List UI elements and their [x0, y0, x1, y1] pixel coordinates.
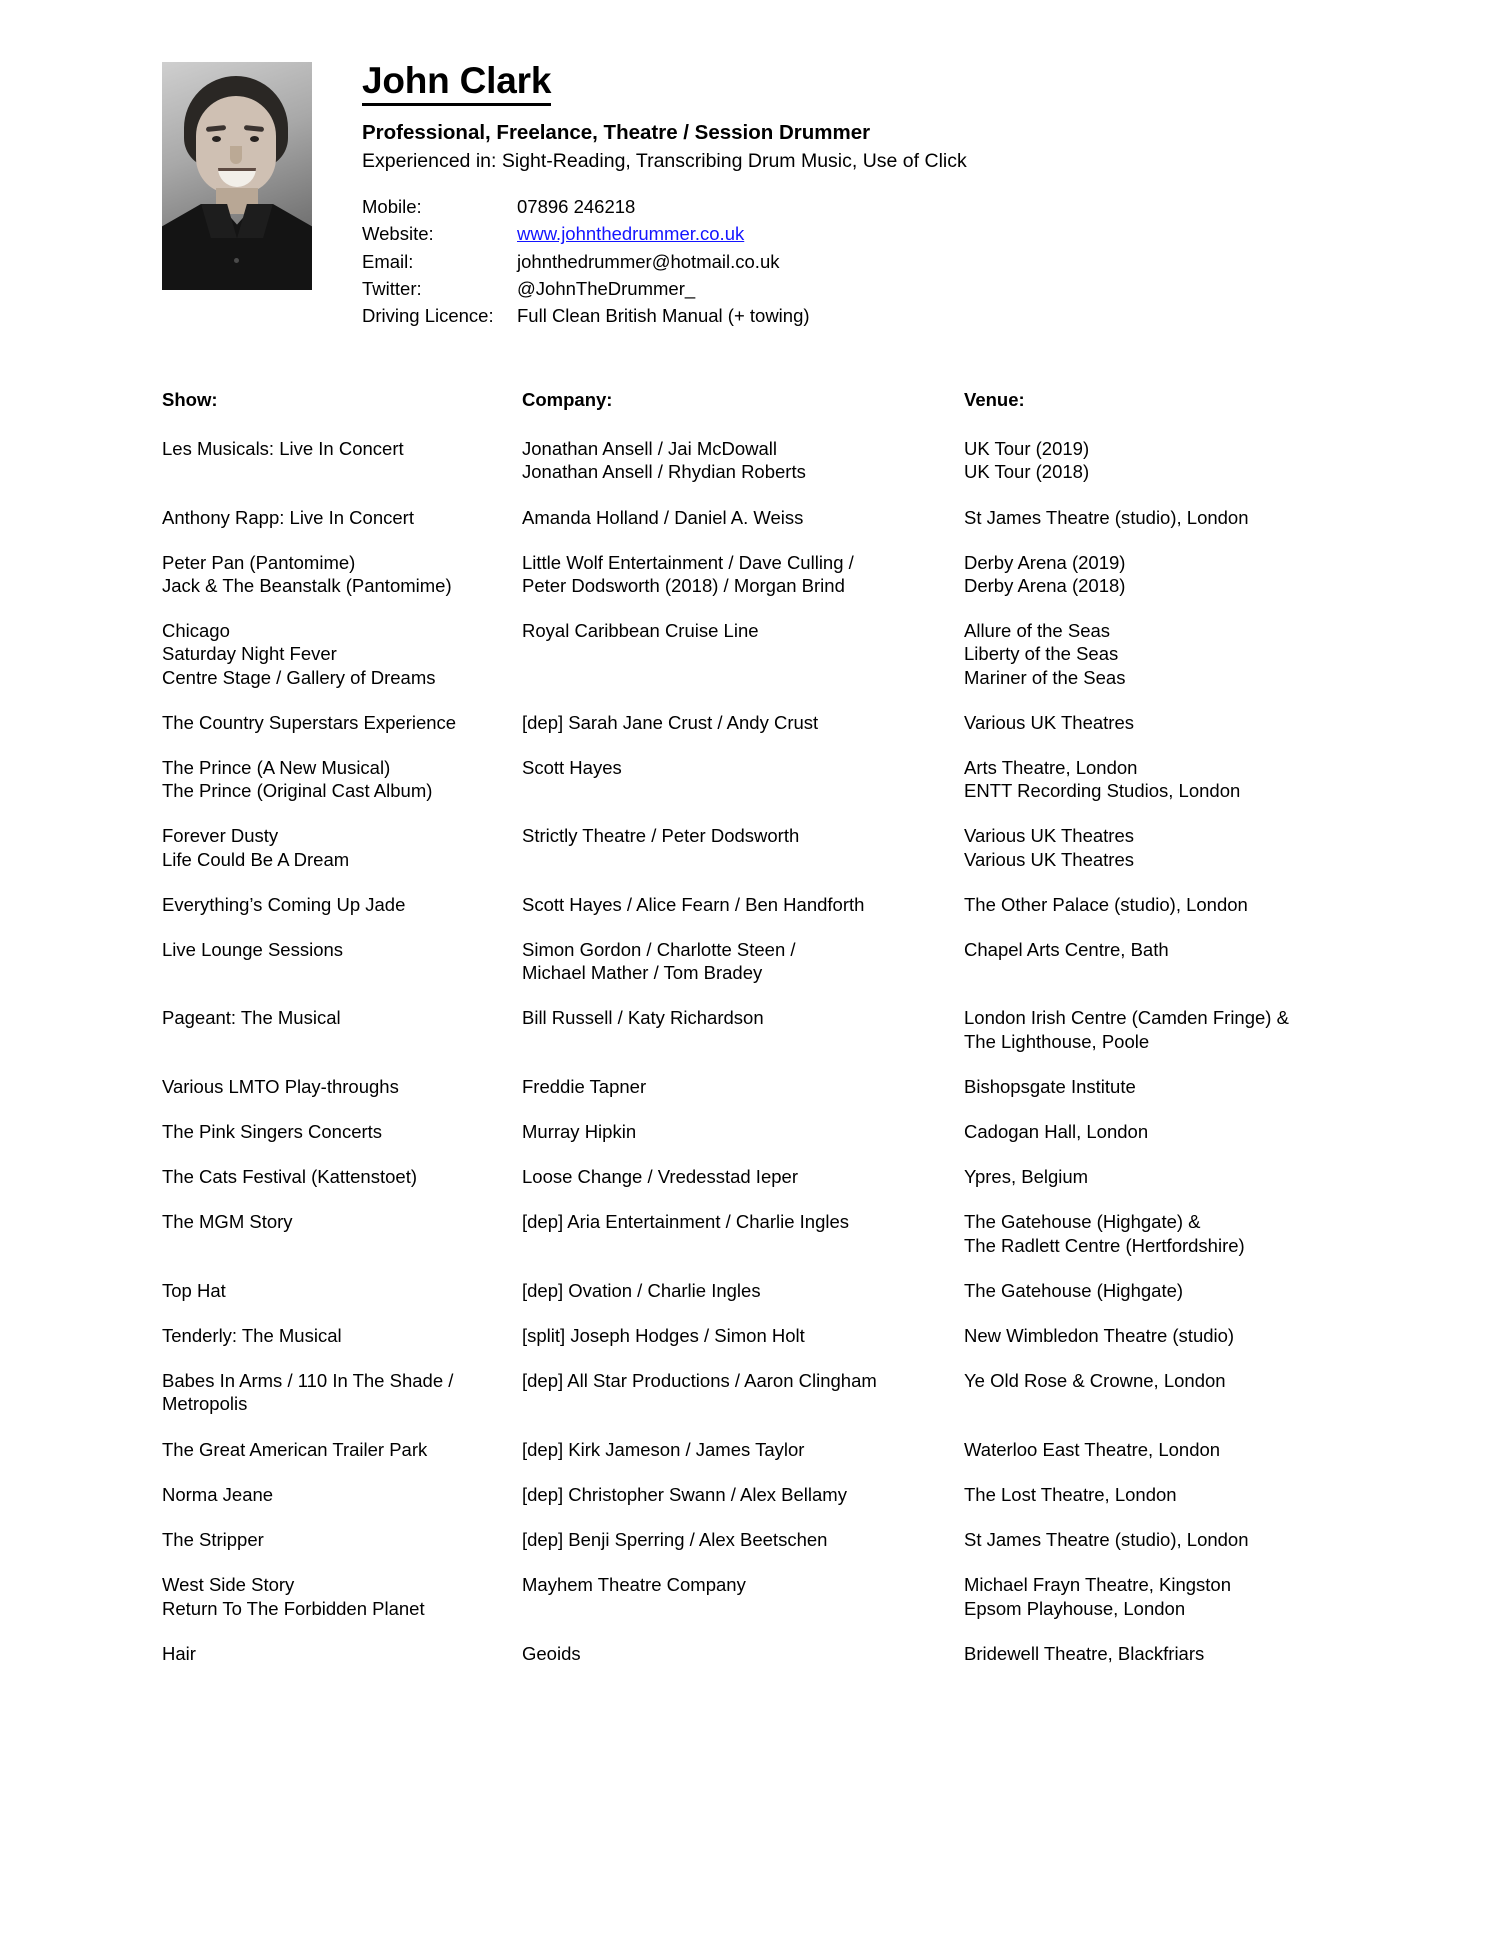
cell-show: [162, 1006, 522, 1052]
cell-line: Chapel Arts Centre, Bath: [964, 939, 1169, 961]
cell-line: Live Lounge Sessions: [162, 939, 344, 961]
contact-label-website: Website:: [362, 223, 434, 245]
cell-line: Life Could Be A Dream: [162, 848, 350, 870]
cell-company: [522, 1573, 964, 1619]
cell-line: The Great American Trailer Park: [162, 1438, 428, 1460]
cell-line: London Irish Centre (Camden Fringe) &: [964, 1007, 1289, 1029]
cell-line: Strictly Theatre / Peter Dodsworth: [522, 825, 800, 847]
cell-show: [162, 1210, 522, 1256]
cell-line: Centre Stage / Gallery of Dreams: [162, 666, 436, 688]
cell-line: [162, 961, 512, 984]
cell-line: Chicago: [162, 620, 230, 642]
cell-line: [964, 961, 1352, 984]
cell-line: Bridewell Theatre, Blackfriars: [964, 1642, 1205, 1664]
cell-show: [162, 824, 522, 870]
cell-venue: [964, 1528, 1352, 1551]
cell-line: Anthony Rapp: Live In Concert: [162, 506, 414, 528]
cell-line: Mariner of the Seas: [964, 666, 1126, 688]
contact-label-mobile: Mobile:: [362, 195, 422, 217]
table-row: [162, 506, 1352, 529]
cell-company: [522, 551, 964, 597]
cell-venue: [964, 1642, 1352, 1665]
cell-line: Forever Dusty: [162, 825, 279, 847]
cell-venue: [964, 506, 1352, 529]
cell-line: Top Hat: [162, 1279, 226, 1301]
table-row: [162, 1528, 1352, 1551]
cell-line: [dep] Kirk Jameson / James Taylor: [522, 1438, 805, 1460]
contact-row-email: [362, 248, 1342, 275]
photo-wrapper: [162, 62, 312, 290]
table-row: [162, 1210, 1352, 1256]
contact-value-twitter: @JohnTheDrummer_: [517, 277, 696, 299]
cell-company: [522, 1006, 964, 1052]
cell-venue: [964, 619, 1352, 689]
cell-show: [162, 893, 522, 916]
cell-line: [522, 642, 954, 665]
cell-line: Ye Old Rose & Crowne, London: [964, 1370, 1226, 1392]
cell-line: Loose Change / Vredesstad Ieper: [522, 1166, 798, 1188]
cell-company: [522, 1642, 964, 1665]
cell-company: [522, 506, 964, 529]
table-row: [162, 1075, 1352, 1098]
cell-venue: [964, 824, 1352, 870]
cell-line: Ypres, Belgium: [964, 1166, 1089, 1188]
cell-venue: [964, 1165, 1352, 1188]
cell-company: [522, 1120, 964, 1143]
cell-line: ENTT Recording Studios, London: [964, 780, 1241, 802]
table-row: [162, 1438, 1352, 1461]
cell-company: [522, 437, 964, 483]
cell-line: Norma Jeane: [162, 1483, 274, 1505]
cell-line: [split] Joseph Hodges / Simon Holt: [522, 1325, 805, 1347]
cell-line: Hair: [162, 1642, 196, 1664]
table-row: [162, 824, 1352, 870]
table-row: [162, 1006, 1352, 1052]
cell-line: [522, 666, 954, 689]
contact-label-email: Email:: [362, 250, 414, 272]
cell-line: Amanda Holland / Daniel A. Weiss: [522, 506, 804, 528]
contact-label-driving-licence: Driving Licence:: [362, 305, 494, 327]
cell-line: [dep] Christopher Swann / Alex Bellamy: [522, 1483, 847, 1505]
cell-show: [162, 506, 522, 529]
contact-row-twitter: [362, 275, 1342, 302]
cell-line: The Gatehouse (Highgate): [964, 1279, 1184, 1301]
cell-company: [522, 1165, 964, 1188]
table-row: [162, 938, 1352, 984]
cell-venue: [964, 1438, 1352, 1461]
table-row: [162, 1483, 1352, 1506]
page-title: John Clark: [362, 62, 551, 106]
cell-venue: [964, 711, 1352, 734]
cell-line: Scott Hayes / Alice Fearn / Ben Handforth: [522, 893, 865, 915]
cell-venue: [964, 1483, 1352, 1506]
cell-line: Return To The Forbidden Planet: [162, 1597, 425, 1619]
table-row: [162, 619, 1352, 689]
cell-line: [522, 1392, 954, 1415]
cell-line: Cadogan Hall, London: [964, 1121, 1149, 1143]
cell-line: [dep] Aria Entertainment / Charlie Ingles: [522, 1211, 850, 1233]
cell-line: Saturday Night Fever: [162, 643, 337, 665]
cell-line: The Lost Theatre, London: [964, 1483, 1177, 1505]
cell-line: [dep] Benji Sperring / Alex Beetschen: [522, 1529, 828, 1551]
cell-line: Bill Russell / Katy Richardson: [522, 1007, 764, 1029]
cell-line: Liberty of the Seas: [964, 643, 1119, 665]
website-link[interactable]: www.johnthedrummer.co.uk: [517, 223, 745, 245]
cell-company: [522, 1279, 964, 1302]
cell-show: [162, 437, 522, 483]
cell-line: Geoids: [522, 1642, 581, 1664]
cell-show: [162, 1573, 522, 1619]
cell-venue: [964, 756, 1352, 802]
cell-show: [162, 1438, 522, 1461]
cell-line: New Wimbledon Theatre (studio): [964, 1325, 1235, 1347]
cell-line: Freddie Tapner: [522, 1075, 647, 1097]
table-row: [162, 893, 1352, 916]
portrait-photo: [162, 62, 312, 290]
cell-venue: [964, 551, 1352, 597]
credits-table-header: [162, 388, 1352, 411]
cell-company: [522, 1483, 964, 1506]
credits-table-body: [162, 437, 1352, 1665]
cell-line: UK Tour (2019): [964, 438, 1090, 460]
cell-line: Mayhem Theatre Company: [522, 1574, 746, 1596]
cell-line: The Prince (Original Cast Album): [162, 780, 433, 802]
cell-line: [964, 1392, 1352, 1415]
cell-line: Royal Caribbean Cruise Line: [522, 620, 759, 642]
cell-show: [162, 1483, 522, 1506]
cell-line: Simon Gordon / Charlotte Steen /: [522, 939, 796, 961]
contact-row-mobile: [362, 193, 1342, 220]
cell-line: Arts Theatre, London: [964, 757, 1138, 779]
cell-line: [dep] Sarah Jane Crust / Andy Crust: [522, 711, 819, 733]
cell-company: [522, 1210, 964, 1256]
cell-company: [522, 1438, 964, 1461]
column-header-show: Show:: [162, 389, 218, 410]
cell-line: Various UK Theatres: [964, 848, 1135, 870]
cell-line: The MGM Story: [162, 1211, 293, 1233]
cell-show: [162, 1324, 522, 1347]
cell-line: [162, 1030, 512, 1053]
cell-line: Pageant: The Musical: [162, 1007, 341, 1029]
cell-line: Derby Arena (2019): [964, 551, 1126, 573]
cell-company: [522, 711, 964, 734]
cell-company: [522, 1369, 964, 1415]
cell-line: The Other Palace (studio), London: [964, 893, 1248, 915]
cell-line: Metropolis: [162, 1393, 248, 1415]
table-row: [162, 1573, 1352, 1619]
cell-line: The Stripper: [162, 1529, 264, 1551]
header-text-block: [312, 62, 1342, 330]
cell-show: [162, 551, 522, 597]
contact-row-driving-licence: [362, 302, 1342, 329]
cell-line: [522, 1030, 954, 1053]
column-header-company: Company:: [522, 389, 613, 410]
cell-line: [522, 848, 954, 871]
contact-value-email: johnthedrummer@hotmail.co.uk: [517, 250, 780, 272]
cell-line: [522, 1597, 954, 1620]
cell-line: Peter Dodsworth (2018) / Morgan Brind: [522, 575, 845, 597]
table-row: [162, 1165, 1352, 1188]
cell-line: Little Wolf Entertainment / Dave Culling /: [522, 551, 854, 573]
cell-show: [162, 1075, 522, 1098]
table-row: [162, 1324, 1352, 1347]
cell-line: Everything’s Coming Up Jade: [162, 893, 406, 915]
cell-line: [162, 460, 512, 483]
tagline: Professional, Freelance, Theatre / Session Drummer: [362, 120, 871, 144]
table-row: [162, 756, 1352, 802]
cell-show: [162, 1369, 522, 1415]
table-row: [162, 437, 1352, 483]
cell-venue: [964, 1120, 1352, 1143]
cell-show: [162, 938, 522, 984]
cell-line: The Cats Festival (Kattenstoet): [162, 1166, 417, 1188]
cell-line: The Gatehouse (Highgate) &: [964, 1211, 1201, 1233]
cell-company: [522, 824, 964, 870]
resume-header: [162, 62, 1342, 330]
cell-venue: [964, 437, 1352, 483]
table-row: [162, 711, 1352, 734]
cell-line: Epsom Playhouse, London: [964, 1597, 1186, 1619]
cell-line: [522, 1234, 954, 1257]
subtagline: Experienced in: Sight-Reading, Transcribing Drum Music, Use of Click: [362, 150, 967, 173]
contact-value-driving-licence: Full Clean British Manual (+ towing): [517, 305, 810, 327]
cell-line: Jonathan Ansell / Jai McDowall: [522, 438, 778, 460]
cell-line: Jack & The Beanstalk (Pantomime): [162, 575, 452, 597]
cell-show: [162, 1279, 522, 1302]
cell-line: Michael Frayn Theatre, Kingston: [964, 1574, 1232, 1596]
cell-line: St James Theatre (studio), London: [964, 1529, 1249, 1551]
cell-venue: [964, 1279, 1352, 1302]
cell-venue: [964, 1573, 1352, 1619]
cell-line: Bishopsgate Institute: [964, 1075, 1136, 1097]
cell-show: [162, 756, 522, 802]
table-row: [162, 1279, 1352, 1302]
cell-line: [162, 1234, 512, 1257]
cell-line: Scott Hayes: [522, 757, 622, 779]
cell-venue: [964, 1324, 1352, 1347]
table-row: [162, 551, 1352, 597]
cell-line: Les Musicals: Live In Concert: [162, 438, 404, 460]
table-row: [162, 1369, 1352, 1415]
cell-venue: [964, 1369, 1352, 1415]
cell-line: The Prince (A New Musical): [162, 757, 391, 779]
cell-company: [522, 893, 964, 916]
cell-company: [522, 756, 964, 802]
table-row: [162, 1642, 1352, 1665]
cell-line: Peter Pan (Pantomime): [162, 551, 356, 573]
cell-line: Babes In Arms / 110 In The Shade /: [162, 1370, 454, 1392]
credits-table: [162, 388, 1352, 1687]
cell-venue: [964, 1006, 1352, 1052]
cell-line: The Pink Singers Concerts: [162, 1121, 383, 1143]
cell-company: [522, 619, 964, 689]
cell-show: [162, 619, 522, 689]
cell-line: UK Tour (2018): [964, 461, 1090, 483]
cell-line: West Side Story: [162, 1574, 295, 1596]
cell-line: Various UK Theatres: [964, 711, 1135, 733]
contact-value-mobile: 07896 246218: [517, 195, 636, 217]
cell-venue: [964, 1210, 1352, 1256]
column-header-venue: Venue:: [964, 389, 1025, 410]
cell-show: [162, 711, 522, 734]
cell-company: [522, 1528, 964, 1551]
cell-line: Murray Hipkin: [522, 1121, 637, 1143]
cell-line: St James Theatre (studio), London: [964, 506, 1249, 528]
cell-show: [162, 1528, 522, 1551]
contact-row-website: [362, 220, 1342, 247]
cell-line: Michael Mather / Tom Bradey: [522, 962, 763, 984]
cell-line: Various LMTO Play-throughs: [162, 1075, 399, 1097]
cell-show: [162, 1120, 522, 1143]
cell-company: [522, 1324, 964, 1347]
cell-venue: [964, 1075, 1352, 1098]
cell-show: [162, 1642, 522, 1665]
cell-line: [dep] All Star Productions / Aaron Clingham: [522, 1370, 877, 1392]
cell-line: Waterloo East Theatre, London: [964, 1438, 1221, 1460]
cell-venue: [964, 938, 1352, 984]
cell-show: [162, 1165, 522, 1188]
cell-venue: [964, 893, 1352, 916]
cell-line: The Radlett Centre (Hertfordshire): [964, 1234, 1245, 1256]
cell-line: Various UK Theatres: [964, 825, 1135, 847]
cell-company: [522, 1075, 964, 1098]
contact-label-twitter: Twitter:: [362, 277, 422, 299]
cell-line: Derby Arena (2018): [964, 575, 1126, 597]
contact-details: [362, 193, 1342, 330]
table-row: [162, 1120, 1352, 1143]
cell-line: The Country Superstars Experience: [162, 711, 457, 733]
cell-line: Allure of the Seas: [964, 620, 1111, 642]
cell-line: Tenderly: The Musical: [162, 1325, 342, 1347]
cell-line: [522, 779, 954, 802]
cell-company: [522, 938, 964, 984]
cell-line: The Lighthouse, Poole: [964, 1030, 1150, 1052]
cell-line: [dep] Ovation / Charlie Ingles: [522, 1279, 761, 1301]
cell-line: Jonathan Ansell / Rhydian Roberts: [522, 461, 806, 483]
